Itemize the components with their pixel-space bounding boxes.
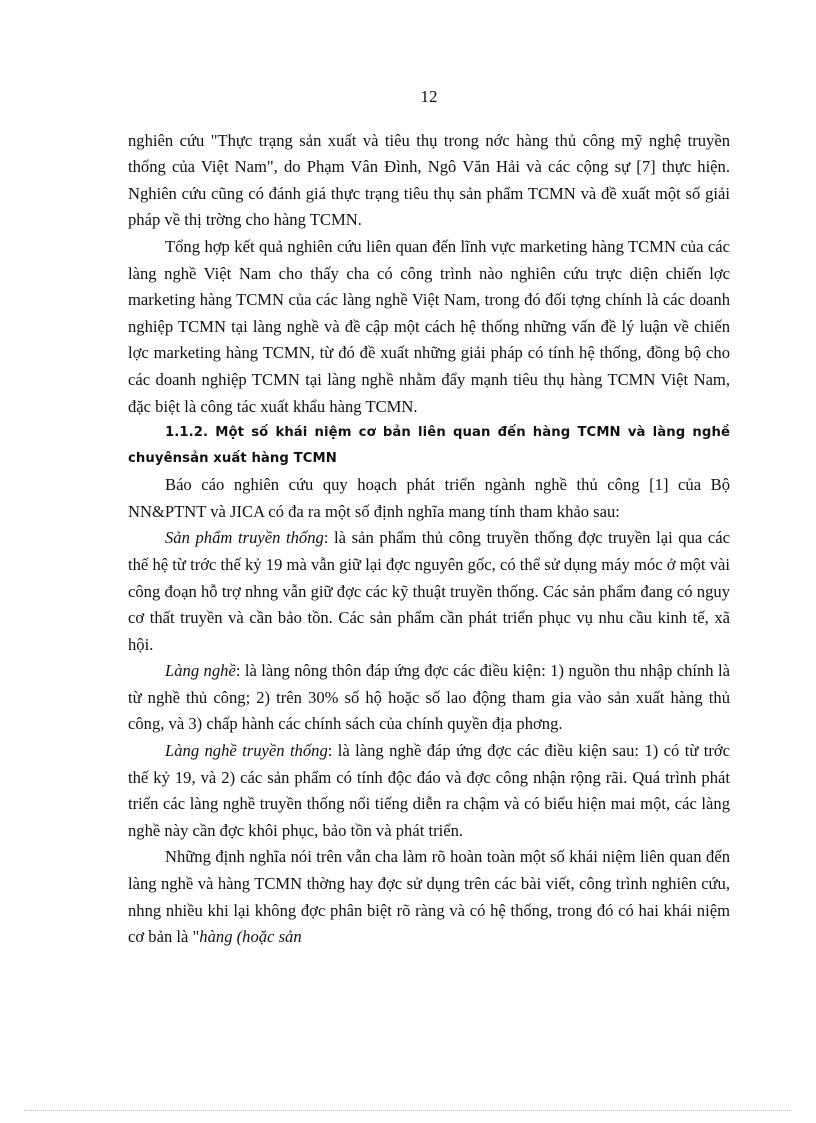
paragraph-4-text: Những định nghĩa nói trên vẫn cha làm rõ hoàn toàn một số khái niệm liên quan đến làng nghề và hàng TCMN thờng hay đợc sử dụng trên các bài viết, công trình nghiên cứu, nhng nhiều khi lại không đợc phân biệt rõ ràng và có hệ thống, trong đó có hai khái niệm cơ bản là " bbox=[128, 847, 730, 947]
definition-term: Làng nghề bbox=[165, 661, 236, 681]
section-heading: 1.1.2. Một số khái niệm cơ bản liên quan đến hàng TCMN và làng nghề chuyênsản xuất hàng TCMN bbox=[128, 425, 730, 467]
paragraph-4-italic: hàng (hoặc sản bbox=[199, 927, 302, 947]
definition-craft-village bbox=[128, 658, 730, 738]
footer-divider bbox=[24, 1110, 792, 1111]
definition-traditional-craft-village bbox=[128, 738, 730, 844]
definition-term: Sản phẩm truyền thống bbox=[165, 528, 324, 548]
document-page bbox=[128, 84, 730, 951]
paragraph-2: Tổng hợp kết quả nghiên cứu liên quan đến lĩnh vực marketing hàng TCMN của các làng nghề Việt Nam cho thấy cha có công trình nào nghiên cứu trực diện chiến lợc marketing hàng TCMN của các làng nghề Việt Nam, trong đó đối tợng chính là các doanh nghiệp TCMN tại làng nghề và đề cập một cách hệ thống những vấn đề lý luận về chiến lợc marketing hàng TCMN, từ đó đề xuất những giải pháp có tính hệ thống, đồng bộ cho các doanh nghiệp TCMN tại làng nghề nhằm đẩy mạnh tiêu thụ hàng TCMN Việt Nam, đặc biệt là công tác xuất khẩu hàng TCMN. bbox=[128, 236, 730, 416]
paragraph-3: Báo cáo nghiên cứu quy hoạch phát triển ngành nghề thủ công [1] của Bộ NN&PTNT và JICA có đa ra một số định nghĩa mang tính tham khảo sau: bbox=[128, 475, 730, 521]
definition-text: : là làng nông thôn đáp ứng đợc các điều kiện: 1) nguồn thu nhập chính là từ nghề thủ công; 2) trên 30% số hộ hoặc số lao động tham gia vào sản xuất hàng thủ công, và 3) chấp hành các chính sách của chính quyền địa phơng. bbox=[128, 661, 730, 734]
definition-text: : là làng nghề đáp ứng đợc các điều kiện sau: 1) có từ trớc thế kỷ 19, và 2) các sản phẩm có tính độc đáo và đợc công nhận rộng rãi. Quá trình phát triển các làng nghề truyền thống nổi tiếng diễn ra chậm và có biểu hiện mai một, các làng nghề này cần đợc khôi phục, bảo tồn và phát triển. bbox=[128, 741, 730, 840]
definition-traditional-product bbox=[128, 525, 730, 658]
paragraph-1: nghiên cứu "Thực trạng sản xuất và tiêu thụ trong nớc hàng thủ công mỹ nghệ truyền thống của Việt Nam", do Phạm Vân Đình, Ngô Văn Hải và các cộng sự [7] thực hiện. Nghiên cứu cũng có đánh giá thực trạng tiêu thụ sản phẩm TCMN và đề xuất một số giải pháp về thị trờng cho hàng TCMN. bbox=[128, 130, 730, 230]
definition-term: Làng nghề truyền thống bbox=[165, 741, 328, 761]
paragraph-4 bbox=[128, 844, 730, 950]
definition-text: : là sản phẩm thủ công truyền thống đợc truyền lại qua các thế hệ từ trớc thế kỷ 19 mà vẫn giữ lại đợc nguyên gốc, có thể sử dụng máy móc ở một vài công đoạn hỗ trợ nhng vẫn giữ đợc các kỹ thuật truyền thống. Các sản phẩm đang có nguy cơ thất truyền và cần bảo tồn. Các sản phẩm cần phát triển phục vụ nhu cầu kinh tế, xã hội. bbox=[128, 528, 730, 654]
page-number: 12 bbox=[420, 87, 438, 106]
